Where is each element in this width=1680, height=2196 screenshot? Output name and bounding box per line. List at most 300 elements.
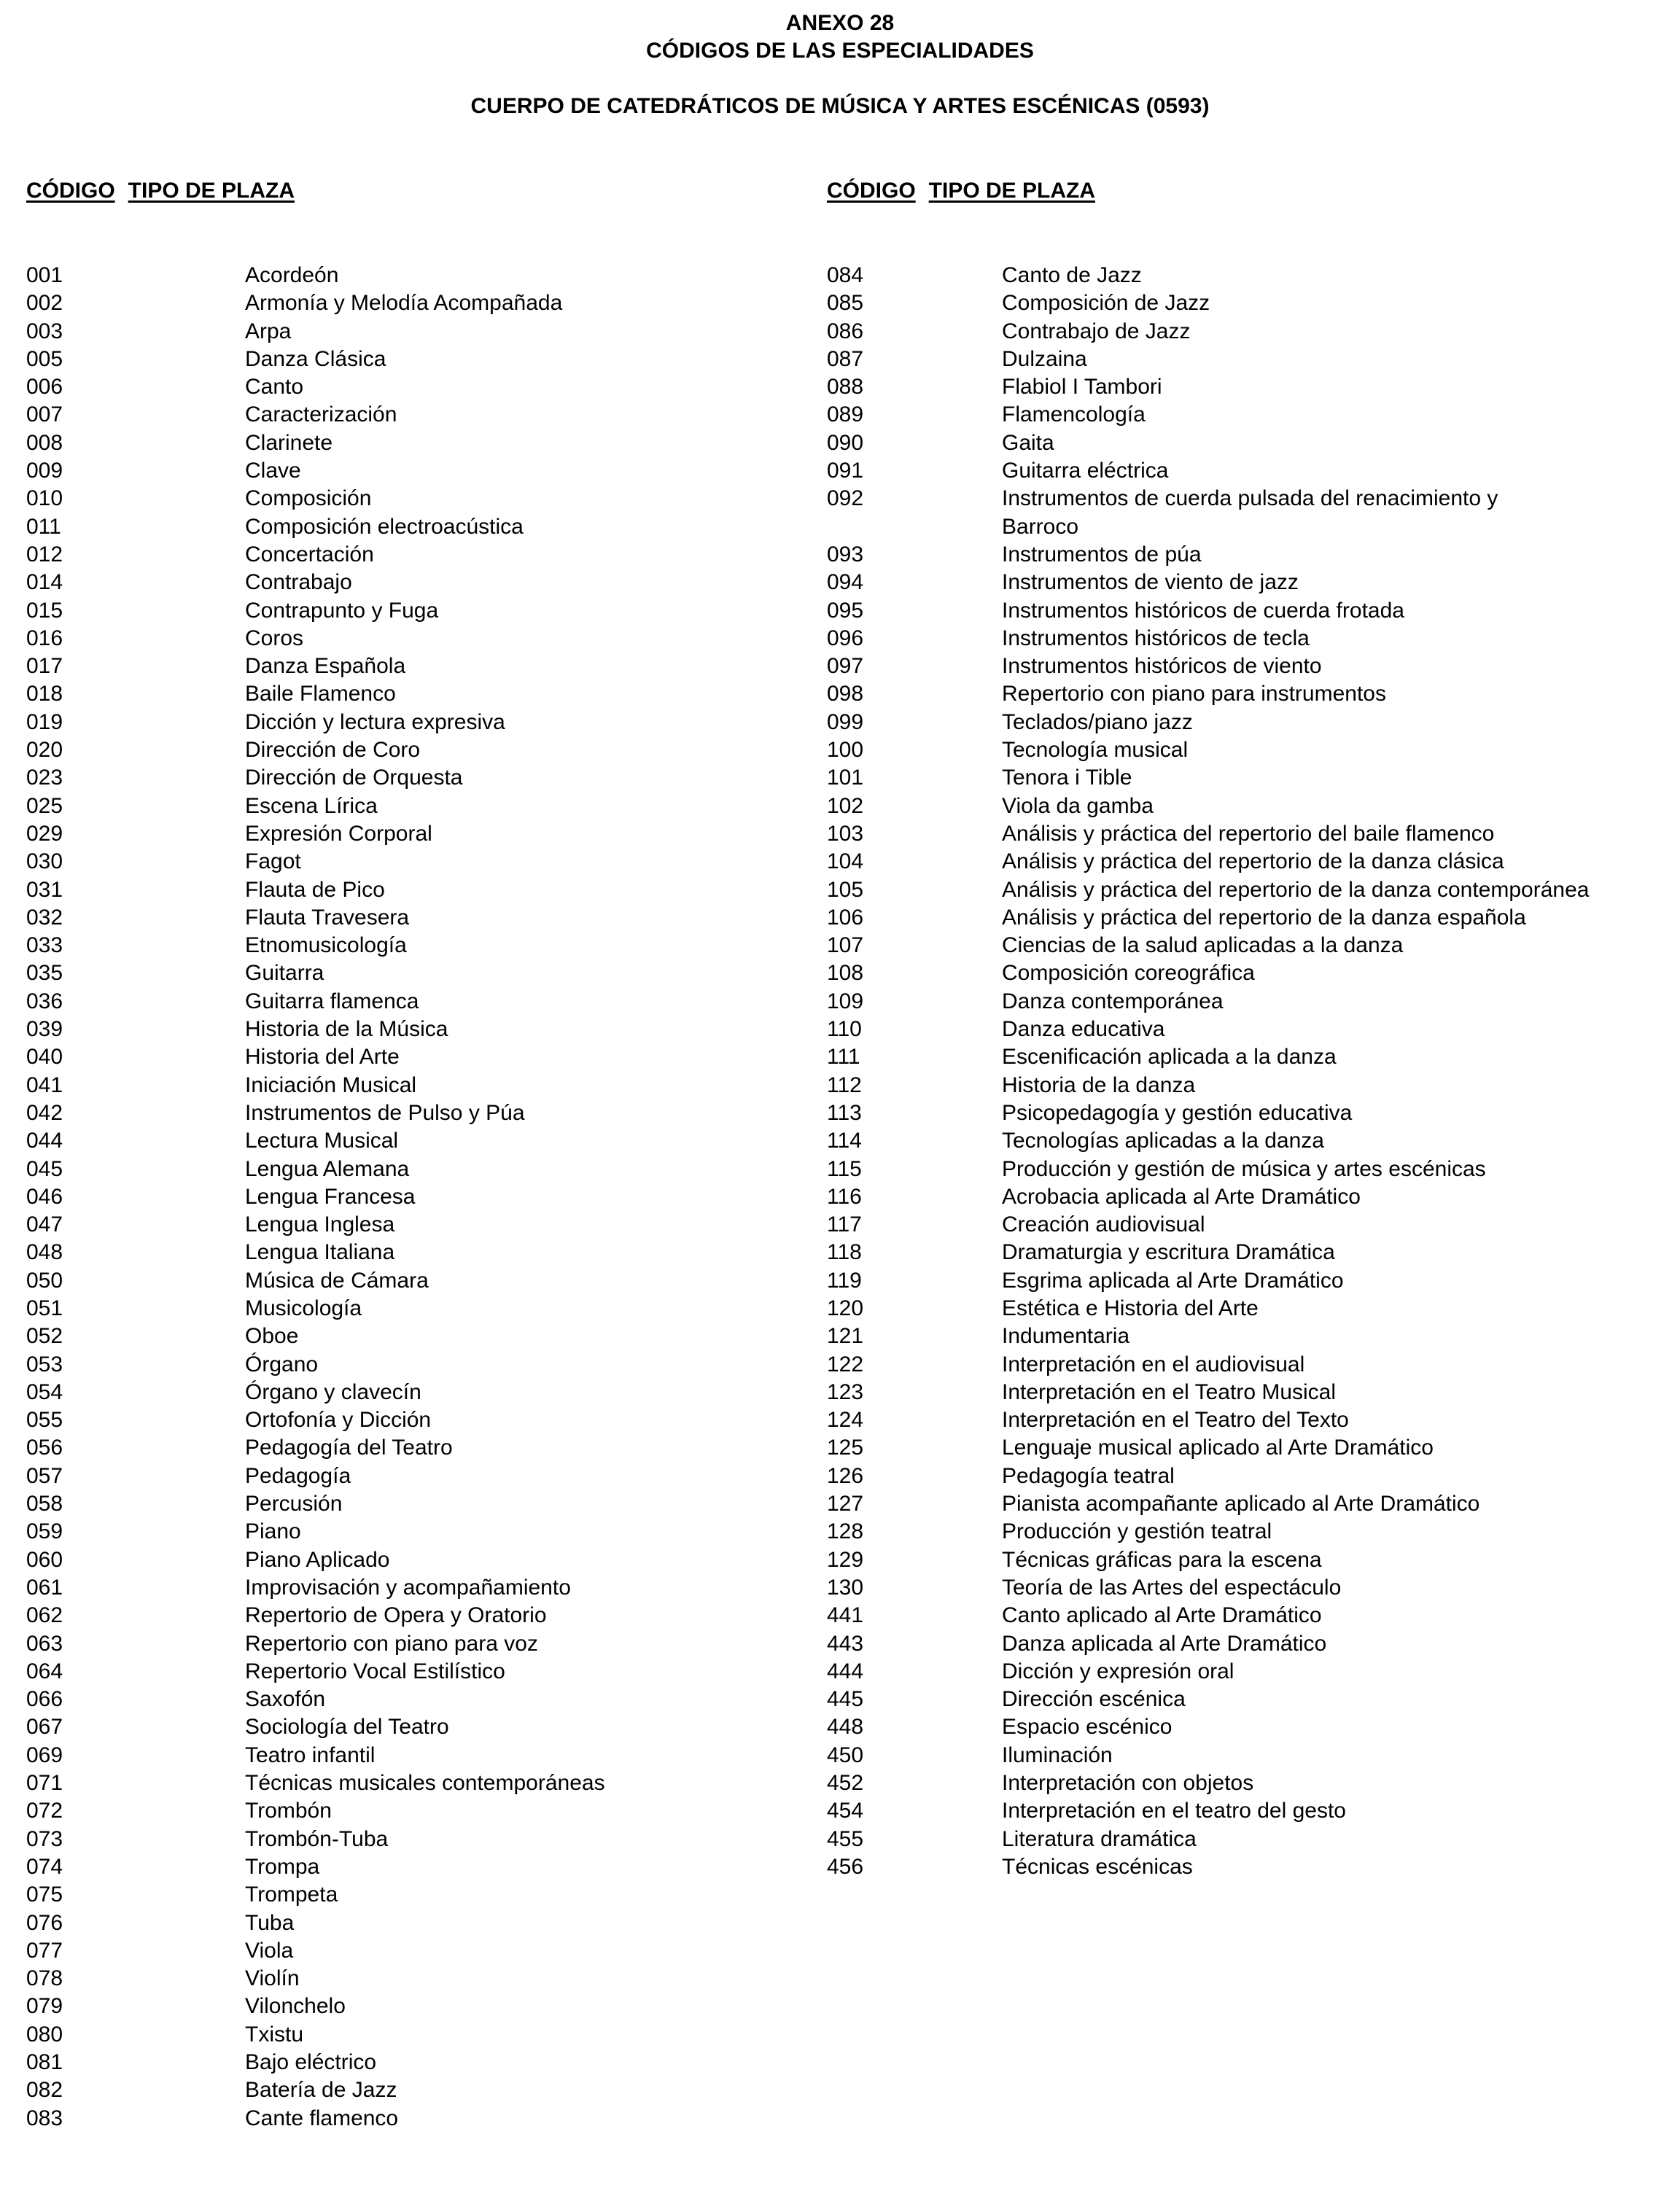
specialty-code: 003 [26, 319, 63, 343]
specialty-name: Bajo eléctrico [245, 2050, 377, 2074]
specialty-name: Dulzaina [1002, 346, 1087, 371]
specialty-code: 130 [827, 1575, 864, 1600]
specialty-name: Órgano y clavecín [245, 1379, 421, 1404]
specialty-row [827, 289, 1673, 317]
specialty-row [827, 513, 1673, 541]
specialty-row [26, 513, 799, 541]
specialty-name: Tecnología musical [1002, 738, 1189, 763]
specialty-code: 120 [827, 1296, 864, 1320]
specialty-row [827, 1351, 1673, 1379]
specialty-row [827, 1630, 1673, 1658]
specialty-name: Tuba [245, 1910, 295, 1935]
specialty-code: 445 [827, 1687, 864, 1712]
specialty-code: 008 [26, 430, 63, 455]
specialty-row [26, 318, 799, 346]
specialty-row [827, 736, 1673, 764]
specialty-code: 087 [827, 346, 864, 371]
specialty-code: 117 [827, 1212, 862, 1237]
specialty-name: Teatro infantil [245, 1743, 376, 1767]
specialty-code: 122 [827, 1352, 864, 1377]
specialty-code: 033 [26, 933, 63, 958]
specialty-code: 086 [827, 319, 864, 343]
specialty-name: Vilonchelo [245, 1994, 346, 2019]
specialty-row [26, 1853, 799, 1881]
specialty-code: 016 [26, 626, 63, 650]
specialty-row [26, 1295, 799, 1323]
specialty-code: 097 [827, 654, 864, 679]
specialty-row [827, 1797, 1673, 1825]
specialty-row [827, 346, 1673, 373]
specialty-row [26, 1937, 799, 1965]
specialty-code: 072 [26, 1799, 63, 1823]
specialty-row [26, 2076, 799, 2104]
specialty-name: Tecnologías aplicadas a la danza [1002, 1129, 1324, 1153]
specialty-code: 452 [827, 1771, 864, 1796]
specialty-row [827, 1156, 1673, 1183]
specialty-name: Concertación [245, 542, 374, 566]
specialty-code: 007 [26, 402, 63, 427]
specialty-code: 077 [26, 1938, 63, 1963]
specialty-name: Interpretación con objetos [1002, 1771, 1254, 1796]
specialty-name: Pianista acompañante aplicado al Arte Dramático [1002, 1492, 1480, 1516]
specialty-code: 119 [827, 1268, 862, 1293]
specialty-code: 082 [26, 2078, 63, 2103]
specialty-row [26, 262, 799, 289]
specialty-name: Instrumentos de púa [1002, 542, 1202, 566]
specialty-row [26, 680, 799, 708]
specialty-code: 116 [827, 1184, 862, 1209]
specialty-name: Danza educativa [1002, 1017, 1165, 1042]
specialty-name: Repertorio con piano para voz [245, 1631, 538, 1656]
specialty-row [26, 1463, 799, 1490]
specialty-code: 050 [26, 1268, 63, 1293]
specialty-code: 014 [26, 570, 63, 595]
specialty-code: 094 [827, 570, 864, 595]
specialty-name: Repertorio de Opera y Oratorio [245, 1603, 547, 1628]
specialty-code: 053 [26, 1352, 63, 1377]
specialty-row [26, 876, 799, 904]
specialty-name: Dirección de Coro [245, 738, 421, 763]
specialty-name: Literatura dramática [1002, 1826, 1197, 1851]
specialty-name: Percusión [245, 1492, 343, 1516]
specialty-name: Instrumentos de Pulso y Púa [245, 1100, 525, 1125]
specialty-code: 107 [827, 933, 864, 958]
specialty-code: 046 [26, 1184, 63, 1209]
specialty-code: 059 [26, 1519, 63, 1544]
specialty-row [26, 1993, 799, 2020]
specialty-row [26, 2049, 799, 2076]
specialty-row [827, 1686, 1673, 1713]
specialty-name: Escena Lírica [245, 793, 378, 818]
specialty-row [827, 1658, 1673, 1686]
specialty-row [26, 289, 799, 317]
specialty-row [827, 401, 1673, 429]
specialty-row [26, 1881, 799, 1909]
specialty-code: 441 [827, 1603, 864, 1628]
specialty-code: 057 [26, 1463, 63, 1488]
specialty-name: Danza Clásica [245, 346, 386, 371]
specialty-code: 036 [26, 989, 63, 1013]
specialty-code: 090 [827, 430, 864, 455]
specialty-row [26, 485, 799, 513]
specialty-code: 058 [26, 1492, 63, 1516]
specialty-code: 443 [827, 1631, 864, 1656]
specialty-name: Historia de la Música [245, 1017, 448, 1042]
specialty-row [26, 1351, 799, 1379]
specialty-row [827, 1211, 1673, 1239]
specialty-row [827, 1295, 1673, 1323]
specialty-code: 069 [26, 1743, 63, 1767]
specialty-name: Violín [245, 1966, 300, 1991]
specialty-code: 448 [827, 1715, 864, 1740]
specialty-code: 052 [26, 1324, 63, 1349]
specialty-name: Clarinete [245, 430, 333, 455]
left-column-header [26, 178, 295, 204]
specialty-row [26, 1797, 799, 1825]
specialty-name: Musicología [245, 1296, 362, 1320]
cuerpo-title: CUERPO DE CATEDRÁTICOS DE MÚSICA Y ARTES ESCÉNICAS (0593) [470, 94, 1210, 118]
specialty-code: 074 [26, 1854, 63, 1879]
specialty-code: 124 [827, 1408, 864, 1433]
specialty-code: 066 [26, 1687, 63, 1712]
specialty-code: 128 [827, 1519, 864, 1544]
specialty-name: Composición electroacústica [245, 514, 524, 539]
specialty-name: Lengua Inglesa [245, 1212, 395, 1237]
specialty-row [26, 1239, 799, 1266]
specialty-code: 040 [26, 1045, 63, 1070]
specialty-name: Viola da gamba [1002, 793, 1154, 818]
specialty-code: 104 [827, 849, 864, 874]
specialty-code: 062 [26, 1603, 63, 1628]
specialty-name: Contrapunto y Fuga [245, 598, 439, 623]
specialty-row [26, 736, 799, 764]
specialty-code: 054 [26, 1379, 63, 1404]
left-tipo-header: TIPO DE PLAZA [128, 179, 295, 203]
specialty-row [827, 429, 1673, 457]
specialty-row [827, 680, 1673, 708]
specialty-row [26, 1072, 799, 1099]
specialty-row [26, 2105, 799, 2133]
specialty-code: 108 [827, 961, 864, 986]
specialty-name: Instrumentos de viento de jazz [1002, 570, 1299, 595]
specialty-row [26, 401, 799, 429]
specialty-row [26, 848, 799, 876]
specialty-code: 123 [827, 1379, 864, 1404]
specialty-code: 067 [26, 1715, 63, 1740]
specialty-name: Técnicas musicales contemporáneas [245, 1771, 605, 1796]
specialty-code: 105 [827, 877, 864, 902]
specialty-row [26, 1099, 799, 1127]
specialty-name: Composición de Jazz [1002, 291, 1210, 316]
specialty-name: Teoría de las Artes del espectáculo [1002, 1575, 1342, 1600]
specialty-name: Danza Española [245, 654, 406, 679]
specialty-name: Trombón [245, 1799, 332, 1823]
specialty-row [827, 793, 1673, 820]
specialty-row [26, 1127, 799, 1155]
specialty-name: Canto [245, 375, 304, 400]
specialty-code: 113 [827, 1100, 862, 1125]
annex-subtitle: CÓDIGOS DE LAS ESPECIALIDADES [646, 39, 1034, 63]
specialty-name: Txistu [245, 2022, 304, 2047]
specialty-code: 063 [26, 1631, 63, 1656]
specialty-code: 035 [26, 961, 63, 986]
specialty-code: 450 [827, 1743, 864, 1767]
specialty-row [827, 569, 1673, 596]
specialty-row [26, 541, 799, 569]
specialty-row [827, 1016, 1673, 1043]
specialty-row [26, 1546, 799, 1574]
specialty-name: Interpretación en el Teatro Musical [1002, 1379, 1337, 1404]
specialty-row [26, 820, 799, 848]
specialty-name: Flamencología [1002, 402, 1146, 427]
specialty-name: Análisis y práctica del repertorio de la danza española [1002, 905, 1526, 930]
specialty-name: Escenificación aplicada a la danza [1002, 1045, 1337, 1070]
specialty-row [26, 1630, 799, 1658]
specialty-code: 011 [26, 514, 61, 539]
specialty-code: 103 [827, 821, 864, 846]
specialty-row [26, 1574, 799, 1602]
specialty-code: 102 [827, 793, 864, 818]
specialty-name: Sociología del Teatro [245, 1715, 449, 1740]
specialty-name: Cante flamenco [245, 2106, 399, 2130]
right-specialty-list [827, 262, 1673, 1881]
specialty-row [827, 820, 1673, 848]
specialty-row [26, 1742, 799, 1769]
specialty-name: Espacio escénico [1002, 1715, 1172, 1740]
specialty-code: 045 [26, 1156, 63, 1181]
specialty-row [827, 1183, 1673, 1211]
annex-title: ANEXO 28 [785, 11, 895, 35]
specialty-row [26, 709, 799, 736]
specialty-name: Lengua Italiana [245, 1240, 395, 1265]
specialty-row [26, 1686, 799, 1713]
specialty-row [26, 2021, 799, 2049]
specialty-code: 023 [26, 766, 63, 790]
specialty-code: 006 [26, 375, 63, 400]
specialty-row [827, 1490, 1673, 1518]
specialty-name: Dicción y expresión oral [1002, 1659, 1234, 1683]
specialty-row [827, 1323, 1673, 1350]
specialty-code: 001 [26, 263, 63, 287]
specialty-row [827, 1713, 1673, 1741]
specialty-code: 076 [26, 1910, 63, 1935]
specialty-code: 051 [26, 1296, 63, 1320]
specialty-name: Repertorio Vocal Estilístico [245, 1659, 505, 1683]
specialty-row [827, 848, 1673, 876]
specialty-name: Lenguaje musical aplicado al Arte Dramático [1002, 1436, 1434, 1460]
specialty-code: 025 [26, 793, 63, 818]
specialty-row [26, 1156, 799, 1183]
specialty-row [827, 597, 1673, 625]
specialty-code: 098 [827, 682, 864, 706]
specialty-code: 009 [26, 459, 63, 483]
specialty-row [26, 1379, 799, 1406]
specialty-code: 125 [827, 1436, 864, 1460]
specialty-row [827, 485, 1673, 513]
specialty-name: Interpretación en el audiovisual [1002, 1352, 1305, 1377]
specialty-row [827, 876, 1673, 904]
specialty-row [26, 1406, 799, 1434]
specialty-row [26, 429, 799, 457]
specialty-name: Danza contemporánea [1002, 989, 1224, 1013]
specialty-name: Esgrima aplicada al Arte Dramático [1002, 1268, 1344, 1293]
specialty-row [827, 1267, 1673, 1295]
specialty-code: 088 [827, 375, 864, 400]
specialty-code: 091 [827, 459, 864, 483]
specialty-row [26, 959, 799, 987]
specialty-row [26, 1211, 799, 1239]
specialty-name: Composición [245, 486, 372, 511]
specialty-row [827, 1406, 1673, 1434]
specialty-name: Interpretación en el teatro del gesto [1002, 1799, 1346, 1823]
specialty-name: Canto aplicado al Arte Dramático [1002, 1603, 1322, 1628]
specialty-name: Análisis y práctica del repertorio de la danza clásica [1002, 849, 1504, 874]
specialty-row [827, 1742, 1673, 1769]
specialty-code: 047 [26, 1212, 63, 1237]
specialty-code: 056 [26, 1436, 63, 1460]
specialty-name: Fagot [245, 849, 301, 874]
specialty-code: 444 [827, 1659, 864, 1683]
specialty-name: Piano [245, 1519, 301, 1544]
specialty-row [827, 1518, 1673, 1546]
specialty-code: 129 [827, 1547, 864, 1572]
specialty-row [26, 1909, 799, 1937]
specialty-name: Acrobacia aplicada al Arte Dramático [1002, 1184, 1361, 1209]
specialty-name: Guitarra [245, 961, 324, 986]
specialty-name: Canto de Jazz [1002, 263, 1142, 287]
specialty-row [26, 569, 799, 596]
specialty-row [827, 625, 1673, 653]
specialty-name: Flauta Travesera [245, 905, 410, 930]
specialty-code: 085 [827, 291, 864, 316]
specialty-code: 454 [827, 1799, 864, 1823]
specialty-row [827, 653, 1673, 680]
specialty-name: Guitarra eléctrica [1002, 459, 1169, 483]
specialty-name: Dramaturgia y escritura Dramática [1002, 1240, 1335, 1265]
specialty-code: 020 [26, 738, 63, 763]
specialty-code: 017 [26, 654, 63, 679]
left-specialty-list [26, 262, 799, 2133]
specialty-row [26, 1267, 799, 1295]
specialty-name: Historia del Arte [245, 1045, 400, 1070]
specialty-name: Arpa [245, 319, 292, 343]
specialty-name: Ortofonía y Dicción [245, 1408, 432, 1433]
specialty-code: 079 [26, 1994, 63, 2019]
specialty-code: 110 [827, 1017, 862, 1042]
specialty-code: 073 [26, 1826, 63, 1851]
specialty-name: Técnicas escénicas [1002, 1854, 1193, 1879]
specialty-row [827, 1853, 1673, 1881]
specialty-row [827, 1379, 1673, 1406]
specialty-name: Psicopedagogía y gestión educativa [1002, 1100, 1353, 1125]
specialty-row [827, 932, 1673, 959]
specialty-name: Órgano [245, 1352, 319, 1377]
specialty-name: Técnicas gráficas para la escena [1002, 1547, 1322, 1572]
specialty-row [26, 373, 799, 401]
specialty-code: 093 [827, 542, 864, 566]
specialty-name: Análisis y práctica del repertorio de la danza contemporánea [1002, 877, 1590, 902]
specialty-row [827, 1434, 1673, 1462]
specialty-name: Instrumentos históricos de viento [1002, 654, 1322, 679]
specialty-name: Baile Flamenco [245, 682, 396, 706]
specialty-code: 055 [26, 1408, 63, 1433]
specialty-code: 075 [26, 1882, 63, 1907]
specialty-code: 083 [26, 2106, 63, 2130]
specialty-row [827, 1239, 1673, 1266]
specialty-code: 126 [827, 1463, 864, 1488]
specialty-row [26, 1826, 799, 1853]
specialty-row [827, 1769, 1673, 1797]
specialty-row [827, 904, 1673, 932]
specialty-name: Pedagogía del Teatro [245, 1436, 453, 1460]
specialty-row [827, 1127, 1673, 1155]
specialty-code: 100 [827, 738, 864, 763]
specialty-code: 114 [827, 1129, 862, 1153]
specialty-name: Contrabajo de Jazz [1002, 319, 1191, 343]
specialty-code: 099 [827, 709, 864, 734]
specialty-name: Tenora i Tible [1002, 766, 1132, 790]
specialty-row [827, 1546, 1673, 1574]
specialty-name: Expresión Corporal [245, 821, 432, 846]
specialty-name: Instrumentos históricos de cuerda frotada [1002, 598, 1404, 623]
specialty-code: 095 [827, 598, 864, 623]
specialty-name: Interpretación en el Teatro del Texto [1002, 1408, 1349, 1433]
specialty-name: Danza aplicada al Arte Dramático [1002, 1631, 1327, 1656]
specialty-code: 012 [26, 542, 63, 566]
specialty-name: Flauta de Pico [245, 877, 385, 902]
specialty-row [827, 373, 1673, 401]
specialty-code: 109 [827, 989, 864, 1013]
specialty-row [26, 1965, 799, 1993]
specialty-code: 039 [26, 1017, 63, 1042]
specialty-row [26, 793, 799, 820]
specialty-row [26, 988, 799, 1016]
specialty-name: Saxofón [245, 1687, 326, 1712]
specialty-row [827, 457, 1673, 485]
specialty-row [26, 457, 799, 485]
specialty-code: 002 [26, 291, 63, 316]
specialty-row [827, 1602, 1673, 1630]
specialty-code: 010 [26, 486, 63, 511]
specialty-code: 029 [26, 821, 63, 846]
specialty-name: Pedagogía [245, 1463, 351, 1488]
specialty-row [26, 1769, 799, 1797]
specialty-code: 456 [827, 1854, 864, 1879]
left-code-header: CÓDIGO [26, 179, 115, 203]
specialty-code: 127 [827, 1492, 864, 1516]
specialty-code: 064 [26, 1659, 63, 1683]
specialty-name: Repertorio con piano para instrumentos [1002, 682, 1386, 706]
specialty-name: Dirección escénica [1002, 1687, 1186, 1712]
specialty-row [26, 904, 799, 932]
specialty-name: Teclados/piano jazz [1002, 709, 1193, 734]
specialty-code: 096 [827, 626, 864, 650]
specialty-code: 081 [26, 2050, 63, 2074]
specialty-row [26, 1016, 799, 1043]
specialty-code: 455 [827, 1826, 864, 1851]
right-column-header [827, 178, 1095, 204]
specialty-row [26, 932, 799, 959]
specialty-name: Coros [245, 626, 304, 650]
specialty-name: Pedagogía teatral [1002, 1463, 1175, 1488]
specialty-row [26, 1434, 799, 1462]
specialty-row [26, 346, 799, 373]
specialty-name: Improvisación y acompañamiento [245, 1575, 571, 1600]
specialty-name: Trombón-Tuba [245, 1826, 389, 1851]
specialty-row [26, 1043, 799, 1071]
specialty-row [827, 541, 1673, 569]
specialty-row [827, 1826, 1673, 1853]
